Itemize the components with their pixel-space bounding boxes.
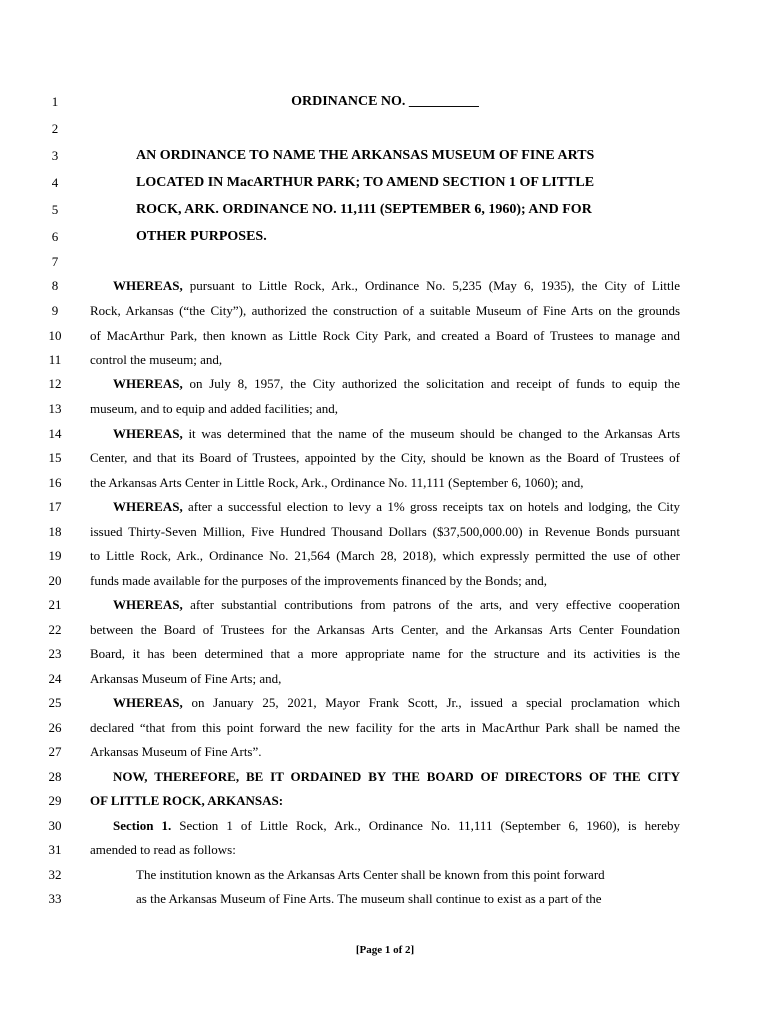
line-number: 4 — [51, 175, 59, 190]
line-number: 1 — [51, 94, 59, 109]
line-number: 30 — [48, 818, 62, 833]
line-number: 29 — [48, 793, 62, 808]
whereas-label: WHEREAS, — [113, 278, 183, 293]
line-number: 10 — [48, 328, 62, 343]
line-number: 24 — [48, 671, 62, 686]
line-number: 22 — [48, 622, 62, 637]
line-number: 32 — [48, 867, 62, 882]
whereas-label: WHEREAS, — [113, 426, 183, 441]
caption-line: ROCK, ARK. ORDINANCE NO. 11,111 (SEPTEMBER 6, 1960); AND FOR — [136, 202, 592, 217]
quoted-line: as the Arkansas Museum of Fine Arts. The museum shall continue to exist as a part of the — [136, 891, 602, 906]
caption-line: OTHER PURPOSES. — [136, 229, 267, 244]
line-number: 11 — [48, 352, 62, 367]
line-number: 3 — [51, 148, 59, 163]
caption-line: LOCATED IN MacARTHUR PARK; TO AMEND SECTION 1 OF LITTLE — [136, 175, 595, 190]
section-line: Section 1. Section 1 of Little Rock, Ark., Ordinance No. 11,111 (September 6, 1960), is hereby — [113, 818, 680, 833]
line-number: 14 — [48, 426, 62, 441]
body-line: of MacArthur Park, then known as Little Rock City Park, and created a Board of Trustees to manage and — [90, 328, 680, 343]
line-number: 17 — [48, 499, 62, 514]
enacting-clause: OF LITTLE ROCK, ARKANSAS: — [90, 793, 284, 808]
line-number: 12 — [48, 376, 62, 391]
line-number: 19 — [48, 548, 62, 563]
line-number: 8 — [51, 278, 59, 293]
line-number: 23 — [48, 646, 62, 661]
body-line: Center, and that its Board of Trustees, appointed by the City, should be known as the Board of Trustees of — [90, 450, 680, 465]
line-number: 6 — [51, 229, 59, 244]
body-line: amended to read as follows: — [90, 842, 236, 857]
line-number: 31 — [48, 842, 62, 857]
line-number: 25 — [48, 695, 62, 710]
body-line: Board, it has been determined that a more appropriate name for the structure and its activities is the — [90, 646, 680, 661]
line-number: 27 — [48, 744, 62, 759]
body-line: WHEREAS, on July 8, 1957, the City authorized the solicitation and receipt of funds to equip the — [113, 376, 680, 391]
body-line: control the museum; and, — [90, 352, 223, 367]
line-number: 16 — [48, 475, 62, 490]
line-number: 21 — [48, 597, 62, 612]
enacting-clause: NOW, THEREFORE, BE IT ORDAINED BY THE BOARD OF DIRECTORS OF THE CITY — [113, 769, 680, 784]
body-line: museum, and to equip and added facilities; and, — [90, 401, 339, 416]
body-line: funds made available for the purposes of the improvements financed by the Bonds; and, — [90, 573, 548, 588]
whereas-label: WHEREAS, — [113, 499, 183, 514]
line-number: 9 — [51, 303, 59, 318]
body-line: Arkansas Museum of Fine Arts”. — [90, 744, 262, 759]
section-label: Section 1. — [113, 818, 172, 833]
line-number: 26 — [48, 720, 62, 735]
page-footer: [Page 1 of 2] — [355, 944, 415, 956]
body-line: WHEREAS, after substantial contributions from patrons of the arts, and very effective cooperation — [113, 597, 680, 612]
body-line: the Arkansas Arts Center in Little Rock, Ark., Ordinance No. 11,111 (September 6, 1060); and, — [90, 475, 584, 490]
caption-line: AN ORDINANCE TO NAME THE ARKANSAS MUSEUM OF FINE ARTS — [136, 148, 595, 163]
body-line: issued Thirty-Seven Million, Five Hundred Thousand Dollars ($37,500,000.00) in Revenue Bonds pursuant — [90, 524, 680, 539]
line-number: 13 — [48, 401, 62, 416]
body-line: declared “that from this point forward the new facility for the arts in MacArthur Park shall be named the — [90, 720, 680, 735]
body-line: WHEREAS, after a successful election to levy a 1% gross receipts tax on hotels and lodging, the City — [113, 499, 680, 514]
body-line: to Little Rock, Ark., Ordinance No. 21,564 (March 28, 2018), which expressly permitted the use of other — [90, 548, 680, 563]
line-number: 20 — [48, 573, 62, 588]
line-number: 28 — [48, 769, 62, 784]
line-number: 2 — [51, 121, 59, 136]
line-number: 15 — [48, 450, 62, 465]
whereas-label: WHEREAS, — [113, 376, 183, 391]
body-line: Rock, Arkansas (“the City”), authorized the construction of a suitable Museum of Fine Arts on the grounds — [90, 303, 680, 318]
whereas-label: WHEREAS, — [113, 695, 183, 710]
line-number: 18 — [48, 524, 62, 539]
ordinance-title: ORDINANCE NO. __________ — [291, 94, 479, 109]
body-line: WHEREAS, on January 25, 2021, Mayor Frank Scott, Jr., issued a special proclamation which — [113, 695, 680, 710]
whereas-label: WHEREAS, — [113, 597, 183, 612]
body-line: between the Board of Trustees for the Arkansas Arts Center, and the Arkansas Arts Center Foundation — [90, 622, 680, 637]
line-number: 7 — [51, 254, 59, 269]
body-line: WHEREAS, pursuant to Little Rock, Ark., Ordinance No. 5,235 (May 6, 1935), the City of Little — [113, 278, 680, 293]
line-number: 33 — [48, 891, 62, 906]
line-number: 5 — [51, 202, 59, 217]
body-line: WHEREAS, it was determined that the name of the museum should be changed to the Arkansas Arts — [113, 426, 680, 441]
body-line: Arkansas Museum of Fine Arts; and, — [90, 671, 282, 686]
quoted-line: The institution known as the Arkansas Arts Center shall be known from this point forward — [136, 867, 605, 882]
